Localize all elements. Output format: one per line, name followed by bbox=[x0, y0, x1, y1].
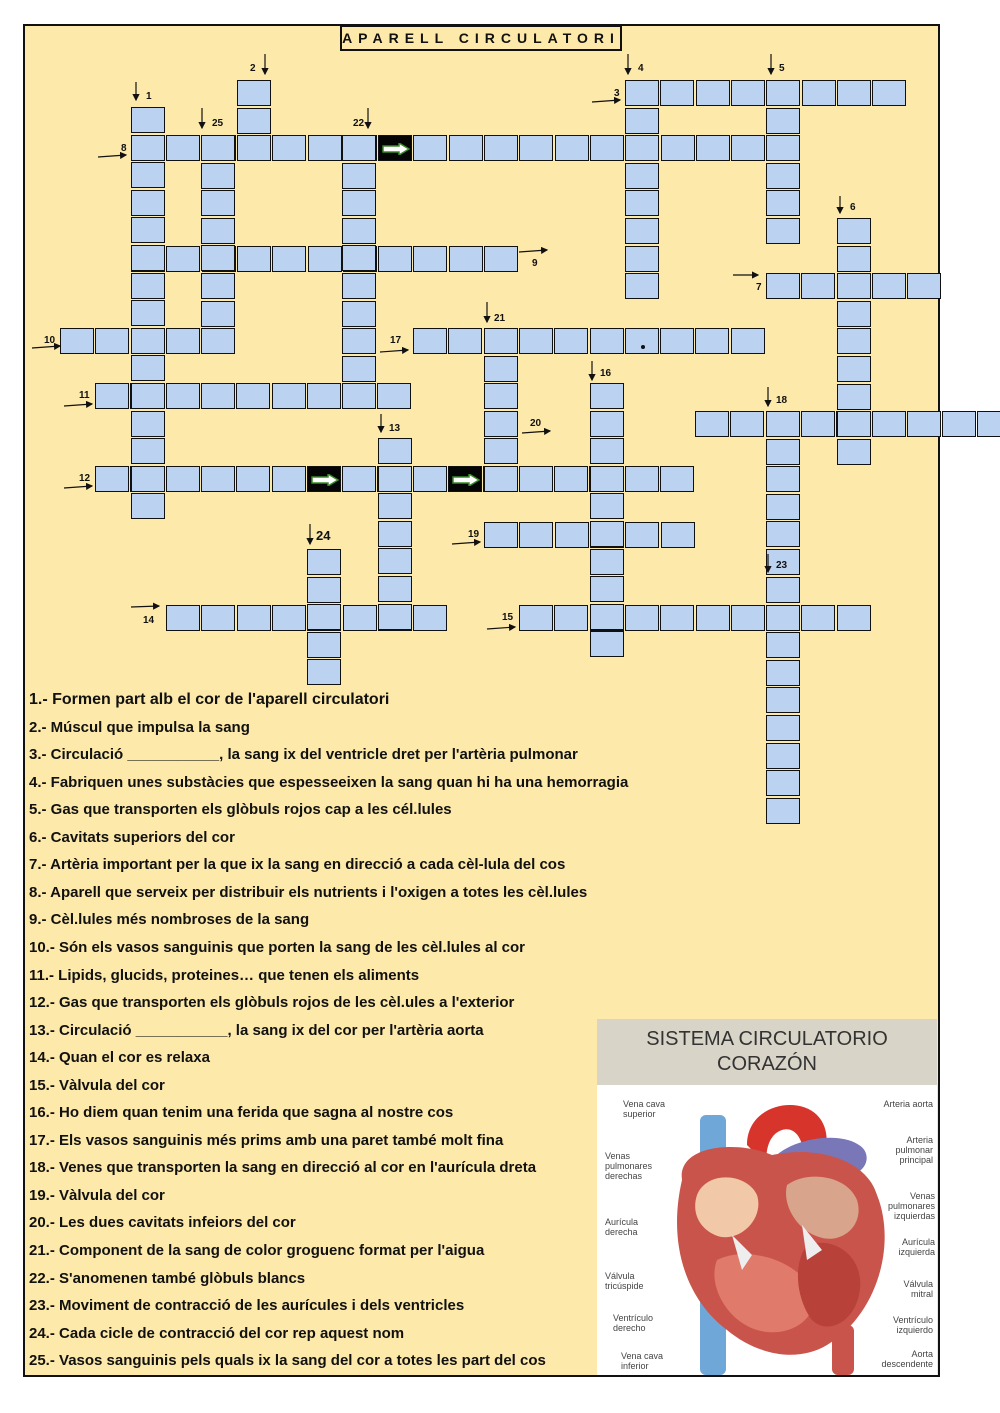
arrow-cell bbox=[307, 466, 341, 492]
crossword-cell[interactable] bbox=[413, 246, 447, 272]
clue-12: 12.- Gas que transporten els glòbuls rojos de les cèl.ules a l'exterior bbox=[29, 994, 515, 1011]
crossword-cell[interactable] bbox=[872, 273, 906, 299]
crossword-cell[interactable] bbox=[766, 770, 800, 796]
crossword-cell[interactable] bbox=[801, 605, 835, 631]
crossword-cell[interactable] bbox=[837, 411, 871, 437]
crossword-cell[interactable] bbox=[766, 798, 800, 824]
clue-13: 13.- Circulació ___________, la sang ix del cor per l'artèria aorta bbox=[29, 1022, 484, 1039]
crossword-cell[interactable] bbox=[625, 163, 659, 189]
crossword-cell[interactable] bbox=[131, 300, 165, 326]
right-arrow-icon bbox=[311, 474, 339, 486]
crossword-cell[interactable] bbox=[872, 80, 906, 106]
label-aorta-descendente: Aorta descendente bbox=[881, 1349, 933, 1369]
crossword-cell[interactable] bbox=[590, 383, 624, 409]
clue-number-1: 1 bbox=[146, 91, 152, 102]
clue-number-17: 17 bbox=[390, 335, 402, 346]
crossword-cell[interactable] bbox=[308, 246, 342, 272]
crossword-cell[interactable] bbox=[590, 604, 624, 630]
crossword-cell[interactable] bbox=[449, 246, 483, 272]
crossword-cell[interactable] bbox=[201, 466, 235, 492]
label-venas-pulmonares-izquierdas: Venas pulmonares izquierdas bbox=[887, 1191, 935, 1221]
crossword-cell[interactable] bbox=[555, 522, 589, 548]
crossword-cell[interactable] bbox=[625, 80, 659, 106]
clue-number-15: 15 bbox=[502, 612, 514, 623]
clue-number-10: 10 bbox=[44, 335, 56, 346]
crossword-cell[interactable] bbox=[484, 466, 518, 492]
label-arteria-pulmonar: Arteria pulmonar principal bbox=[895, 1135, 933, 1165]
crossword-cell[interactable] bbox=[131, 162, 165, 188]
crossword-cell[interactable] bbox=[696, 135, 730, 161]
crossword-cell[interactable] bbox=[307, 577, 341, 603]
crossword-cell[interactable] bbox=[519, 605, 553, 631]
crossword-cell[interactable] bbox=[131, 411, 165, 437]
crossword-cell[interactable] bbox=[660, 605, 694, 631]
crossword-cell[interactable] bbox=[660, 80, 694, 106]
heart-figure-banner bbox=[597, 1019, 937, 1086]
crossword-cell[interactable] bbox=[484, 383, 518, 409]
clue-11: 11.- Lipids, glucids, proteines… que tenen els aliments bbox=[29, 967, 420, 984]
crossword-cell[interactable] bbox=[766, 660, 800, 686]
crossword-cell[interactable] bbox=[60, 328, 94, 354]
crossword-cell[interactable] bbox=[272, 246, 306, 272]
crossword-cell[interactable] bbox=[166, 246, 200, 272]
crossword-cell[interactable] bbox=[378, 521, 412, 547]
crossword-cell[interactable] bbox=[625, 218, 659, 244]
crossword-cell[interactable] bbox=[837, 328, 871, 354]
crossword-cell[interactable] bbox=[942, 411, 976, 437]
label-ventriculo-izquierdo: Ventrículo izquierdo bbox=[892, 1315, 933, 1335]
crossword-cell[interactable] bbox=[766, 521, 800, 547]
clue-15: 15.- Vàlvula del cor bbox=[29, 1077, 165, 1094]
clue-24: 24.- Cada cicle de contracció del cor rep aquest nom bbox=[29, 1325, 405, 1342]
crossword-cell[interactable] bbox=[590, 135, 624, 161]
crossword-cell[interactable] bbox=[484, 328, 518, 354]
crossword-cell[interactable] bbox=[307, 549, 341, 575]
clue-number-22: 22 bbox=[353, 118, 365, 129]
clue-20: 20.- Les dues cavitats infeiors del cor bbox=[29, 1214, 296, 1231]
crossword-cell[interactable] bbox=[484, 135, 518, 161]
crossword-cell[interactable] bbox=[342, 218, 376, 244]
crossword-cell[interactable] bbox=[166, 466, 200, 492]
clue-22: 22.- S'anomenen també glòbuls blancs bbox=[29, 1270, 306, 1287]
crossword-cell[interactable] bbox=[590, 576, 624, 602]
crossword-cell[interactable] bbox=[378, 604, 412, 630]
crossword-cell[interactable] bbox=[343, 605, 377, 631]
crossword-cell[interactable] bbox=[977, 411, 1000, 437]
crossword-cell[interactable] bbox=[131, 493, 165, 519]
crossword-cell[interactable] bbox=[766, 135, 800, 161]
crossword-cell[interactable] bbox=[625, 246, 659, 272]
clue-number-14: 14 bbox=[143, 615, 155, 626]
crossword-cell[interactable] bbox=[378, 466, 412, 492]
clue-number-5: 5 bbox=[779, 63, 785, 74]
crossword-cell[interactable] bbox=[201, 328, 235, 354]
clue-9: 9.- Cèl.lules més nombroses de la sang bbox=[29, 911, 310, 928]
dot-mark bbox=[641, 345, 645, 349]
crossword-cell[interactable] bbox=[449, 135, 483, 161]
crossword-cell[interactable] bbox=[872, 411, 906, 437]
crossword-cell[interactable] bbox=[660, 466, 694, 492]
clue-18: 18.- Venes que transporten la sang en direcció al cor en l'aurícula dreta bbox=[29, 1159, 537, 1176]
clue-number-13: 13 bbox=[389, 423, 401, 434]
crossword-cell[interactable] bbox=[237, 108, 271, 134]
label-auricula-derecha: Aurícula derecha bbox=[605, 1217, 639, 1237]
clue-8: 8.- Aparell que serveix per distribuir els nutrients i l'oxigen a totes les cèl.lules bbox=[29, 884, 588, 901]
crossword-cell[interactable] bbox=[519, 328, 553, 354]
arrow-cell bbox=[378, 135, 412, 161]
heart-figure-subtitle: CORAZÓN bbox=[717, 1053, 817, 1075]
crossword-cell[interactable] bbox=[519, 466, 553, 492]
crossword-cell[interactable] bbox=[95, 328, 129, 354]
clue-number-16: 16 bbox=[600, 368, 612, 379]
clue-number-23: 23 bbox=[776, 560, 788, 571]
crossword-cell[interactable] bbox=[695, 411, 729, 437]
label-arteria-aorta: Arteria aorta bbox=[883, 1099, 933, 1109]
crossword-cell[interactable] bbox=[342, 466, 376, 492]
crossword-cell[interactable] bbox=[131, 190, 165, 216]
clue-3: 3.- Circulació ___________, la sang ix del ventricle dret per l'artèria pulmonar bbox=[29, 746, 578, 763]
crossword-cell[interactable] bbox=[272, 135, 306, 161]
crossword-cell[interactable] bbox=[837, 301, 871, 327]
crossword-cell[interactable] bbox=[201, 301, 235, 327]
crossword-cell[interactable] bbox=[342, 245, 376, 271]
heart-figure bbox=[597, 1019, 937, 1374]
crossword-cell[interactable] bbox=[201, 190, 235, 216]
clue-number-4: 4 bbox=[638, 63, 644, 74]
crossword-cell[interactable] bbox=[837, 218, 871, 244]
crossword-cell[interactable] bbox=[625, 273, 659, 299]
clue-number-3: 3 bbox=[614, 88, 620, 99]
crossword-cell[interactable] bbox=[484, 246, 518, 272]
crossword-cell[interactable] bbox=[766, 439, 800, 465]
clue-1: 1.- Formen part alb el cor de l'aparell circulatori bbox=[29, 691, 390, 708]
crossword-cell[interactable] bbox=[660, 328, 694, 354]
crossword-cell[interactable] bbox=[166, 383, 200, 409]
crossword-cell[interactable] bbox=[378, 576, 412, 602]
crossword-cell[interactable] bbox=[625, 466, 659, 492]
crossword-cell[interactable] bbox=[766, 163, 800, 189]
crossword-cell[interactable] bbox=[272, 605, 306, 631]
crossword-cell[interactable] bbox=[237, 135, 271, 161]
crossword-cell[interactable] bbox=[131, 438, 165, 464]
crossword-cell[interactable] bbox=[131, 217, 165, 243]
label-auricula-izquierda: Aurícula izquierda bbox=[898, 1237, 935, 1257]
crossword-cell[interactable] bbox=[166, 135, 200, 161]
clue-25: 25.- Vasos sanguinis pels quals ix la sang del cor a totes les part del cos bbox=[29, 1352, 546, 1369]
crossword-cell[interactable] bbox=[766, 605, 800, 631]
clue-5: 5.- Gas que transporten els glòbuls rojos cap a les cél.lules bbox=[29, 801, 452, 818]
clue-number-9: 9 bbox=[532, 258, 538, 269]
crossword-cell[interactable] bbox=[625, 328, 659, 354]
clue-number-11: 11 bbox=[79, 390, 90, 401]
clue-17: 17.- Els vasos sanguinis més prims amb una paret també molt fina bbox=[29, 1132, 504, 1149]
crossword-cell[interactable] bbox=[131, 245, 165, 271]
crossword-cell[interactable] bbox=[590, 466, 624, 492]
crossword-cell[interactable] bbox=[731, 135, 765, 161]
label-vena-cava-inferior: Vena cava inferior bbox=[621, 1351, 664, 1371]
crossword-cell[interactable] bbox=[95, 383, 129, 409]
crossword-cell[interactable] bbox=[307, 632, 341, 658]
crossword-cell[interactable] bbox=[625, 135, 659, 161]
crossword-cell[interactable] bbox=[837, 80, 871, 106]
crossword-cell[interactable] bbox=[766, 108, 800, 134]
crossword-cell[interactable] bbox=[166, 605, 200, 631]
crossword-cell[interactable] bbox=[837, 605, 871, 631]
crossword-cell[interactable] bbox=[590, 549, 624, 575]
clue-number-18: 18 bbox=[776, 395, 788, 406]
crossword-cell[interactable] bbox=[201, 218, 235, 244]
crossword-cell[interactable] bbox=[307, 659, 341, 685]
crossword-cell[interactable] bbox=[590, 631, 624, 657]
crossword-cell[interactable] bbox=[766, 466, 800, 492]
crossword-cell[interactable] bbox=[131, 273, 165, 299]
crossword-cell[interactable] bbox=[201, 245, 235, 271]
crossword-cell[interactable] bbox=[766, 80, 800, 106]
crossword-cell[interactable] bbox=[201, 383, 235, 409]
crossword-cell[interactable] bbox=[342, 328, 376, 354]
crossword-cell[interactable] bbox=[801, 411, 835, 437]
crossword-cell[interactable] bbox=[484, 522, 518, 548]
crossword-cell[interactable] bbox=[519, 522, 553, 548]
clue-number-8: 8 bbox=[121, 143, 127, 154]
crossword-cell[interactable] bbox=[801, 273, 835, 299]
crossword-cell[interactable] bbox=[131, 107, 165, 133]
crossword-cell[interactable] bbox=[766, 190, 800, 216]
clue-number-12: 12 bbox=[79, 473, 91, 484]
crossword-cell[interactable] bbox=[554, 466, 588, 492]
crossword-cell[interactable] bbox=[907, 411, 941, 437]
crossword-cell[interactable] bbox=[519, 135, 553, 161]
right-arrow-icon bbox=[382, 143, 410, 155]
crossword-cell[interactable] bbox=[307, 604, 341, 630]
crossword-cell[interactable] bbox=[837, 273, 871, 299]
crossword-cell[interactable] bbox=[342, 273, 376, 299]
crossword-cell[interactable] bbox=[590, 411, 624, 437]
clue-number-2: 2 bbox=[250, 63, 256, 74]
crossword-cell[interactable] bbox=[625, 190, 659, 216]
crossword-cell[interactable] bbox=[731, 605, 765, 631]
crossword-cell[interactable] bbox=[837, 439, 871, 465]
crossword-cell[interactable] bbox=[590, 328, 624, 354]
crossword-cell[interactable] bbox=[413, 135, 447, 161]
clue-14: 14.- Quan el cor es relaxa bbox=[29, 1049, 210, 1066]
crossword-cell[interactable] bbox=[661, 522, 695, 548]
crossword-cell[interactable] bbox=[378, 548, 412, 574]
crossword-cell[interactable] bbox=[696, 80, 730, 106]
crossword-cell[interactable] bbox=[837, 246, 871, 272]
crossword-cell[interactable] bbox=[766, 743, 800, 769]
crossword-cell[interactable] bbox=[731, 328, 765, 354]
crossword-cell[interactable] bbox=[377, 383, 411, 409]
crossword-cell[interactable] bbox=[272, 466, 306, 492]
crossword-cell[interactable] bbox=[413, 328, 447, 354]
crossword-cell[interactable] bbox=[342, 135, 376, 161]
crossword-cell[interactable] bbox=[907, 273, 941, 299]
crossword-cell[interactable] bbox=[166, 328, 200, 354]
crossword-cell[interactable] bbox=[307, 383, 341, 409]
crossword-cell[interactable] bbox=[837, 384, 871, 410]
crossword-cell[interactable] bbox=[413, 605, 447, 631]
crossword-cell[interactable] bbox=[378, 493, 412, 519]
crossword-cell[interactable] bbox=[766, 494, 800, 520]
crossword-cell[interactable] bbox=[766, 715, 800, 741]
clue-number-25: 25 bbox=[212, 118, 224, 129]
crossword-cell[interactable] bbox=[766, 218, 800, 244]
crossword-cell[interactable] bbox=[236, 383, 270, 409]
crossword-cell[interactable] bbox=[308, 135, 342, 161]
crossword-cell[interactable] bbox=[342, 356, 376, 382]
crossword-cell[interactable] bbox=[554, 328, 588, 354]
crossword-cell[interactable] bbox=[625, 108, 659, 134]
crossword-cell[interactable] bbox=[201, 605, 235, 631]
crossword-cell[interactable] bbox=[378, 438, 412, 464]
worksheet-title: APARELL CIRCULATORI bbox=[340, 25, 622, 51]
clue-7: 7.- Artèria important per la que ix la sang en direcció a cada cèl-lula del cos bbox=[29, 856, 566, 873]
crossword-cell[interactable] bbox=[272, 383, 306, 409]
crossword-cell[interactable] bbox=[590, 493, 624, 519]
clue-23: 23.- Moviment de contracció de les aurícules i dels ventricles bbox=[29, 1297, 465, 1314]
crossword-cell[interactable] bbox=[448, 328, 482, 354]
crossword-cell[interactable] bbox=[131, 135, 165, 161]
crossword-cell[interactable] bbox=[131, 383, 165, 409]
crossword-cell[interactable] bbox=[554, 605, 588, 631]
crossword-cell[interactable] bbox=[696, 605, 730, 631]
crossword-cell[interactable] bbox=[131, 355, 165, 381]
clue-4: 4.- Fabriquen unes substàcies que espesseeixen la sang quan hi ha una hemorragia bbox=[29, 774, 629, 791]
crossword-cell[interactable] bbox=[625, 605, 659, 631]
clue-2: 2.- Múscul que impulsa la sang bbox=[29, 719, 250, 736]
crossword-cell[interactable] bbox=[730, 411, 764, 437]
label-valvula-mitral: Válvula mitral bbox=[903, 1279, 933, 1299]
label-valvula-tricuspide: Válvula tricúspide bbox=[605, 1271, 644, 1291]
clue-10: 10.- Són els vasos sanguinis que porten la sang de les cèl.lules al cor bbox=[29, 939, 526, 956]
clue-21: 21.- Component de la sang de color groguenc format per l'aigua bbox=[29, 1242, 485, 1259]
crossword-cell[interactable] bbox=[131, 466, 165, 492]
clue-19: 19.- Vàlvula del cor bbox=[29, 1187, 165, 1204]
crossword-cell[interactable] bbox=[484, 411, 518, 437]
clue-number-7: 7 bbox=[756, 282, 762, 293]
crossword-cell[interactable] bbox=[625, 522, 659, 548]
clue-number-20: 20 bbox=[530, 418, 542, 429]
crossword-cell[interactable] bbox=[342, 301, 376, 327]
crossword-cell[interactable] bbox=[342, 383, 376, 409]
label-vena-cava-superior: Vena cava superior bbox=[623, 1099, 666, 1119]
crossword-cell[interactable] bbox=[342, 190, 376, 216]
crossword-cell[interactable] bbox=[95, 466, 129, 492]
crossword-cell[interactable] bbox=[590, 438, 624, 464]
crossword-cell[interactable] bbox=[766, 577, 800, 603]
right-arrow-icon bbox=[452, 474, 480, 486]
clue-number-24: 24 bbox=[316, 528, 331, 543]
clue-number-19: 19 bbox=[468, 529, 480, 540]
clue-6: 6.- Cavitats superiors del cor bbox=[29, 829, 235, 846]
heart-figure-title: SISTEMA CIRCULATORIO bbox=[646, 1028, 888, 1050]
crossword-cell[interactable] bbox=[731, 80, 765, 106]
crossword-cell[interactable] bbox=[378, 246, 412, 272]
crossword-cell[interactable] bbox=[201, 135, 235, 161]
crossword-cell[interactable] bbox=[237, 605, 271, 631]
crossword-cell[interactable] bbox=[237, 246, 271, 272]
crossword-cell[interactable] bbox=[766, 632, 800, 658]
label-venas-pulmonares-derechas: Venas pulmonares derechas bbox=[605, 1151, 653, 1181]
crossword-cell[interactable] bbox=[236, 466, 270, 492]
crossword-cell[interactable] bbox=[484, 356, 518, 382]
crossword-cell[interactable] bbox=[766, 687, 800, 713]
crossword-cell[interactable] bbox=[695, 328, 729, 354]
crossword-cell[interactable] bbox=[237, 80, 271, 106]
clue-16: 16.- Ho diem quan tenim una ferida que sagna al nostre cos bbox=[29, 1104, 454, 1121]
clue-number-6: 6 bbox=[850, 202, 856, 213]
crossword-cell[interactable] bbox=[201, 273, 235, 299]
crossword-cell[interactable] bbox=[661, 135, 695, 161]
crossword-cell[interactable] bbox=[413, 466, 447, 492]
crossword-cell[interactable] bbox=[766, 411, 800, 437]
crossword-cell[interactable] bbox=[837, 356, 871, 382]
crossword-cell[interactable] bbox=[555, 135, 589, 161]
crossword-cell[interactable] bbox=[342, 163, 376, 189]
clue-number-21: 21 bbox=[494, 313, 506, 324]
crossword-cell[interactable] bbox=[766, 273, 800, 299]
label-ventriculo-derecho: Ventrículo derecho bbox=[613, 1313, 654, 1333]
crossword-cell[interactable] bbox=[802, 80, 836, 106]
crossword-cell[interactable] bbox=[131, 328, 165, 354]
crossword-cell[interactable] bbox=[484, 438, 518, 464]
crossword-cell[interactable] bbox=[590, 521, 624, 547]
arrow-cell bbox=[448, 466, 482, 492]
crossword-cell[interactable] bbox=[201, 163, 235, 189]
